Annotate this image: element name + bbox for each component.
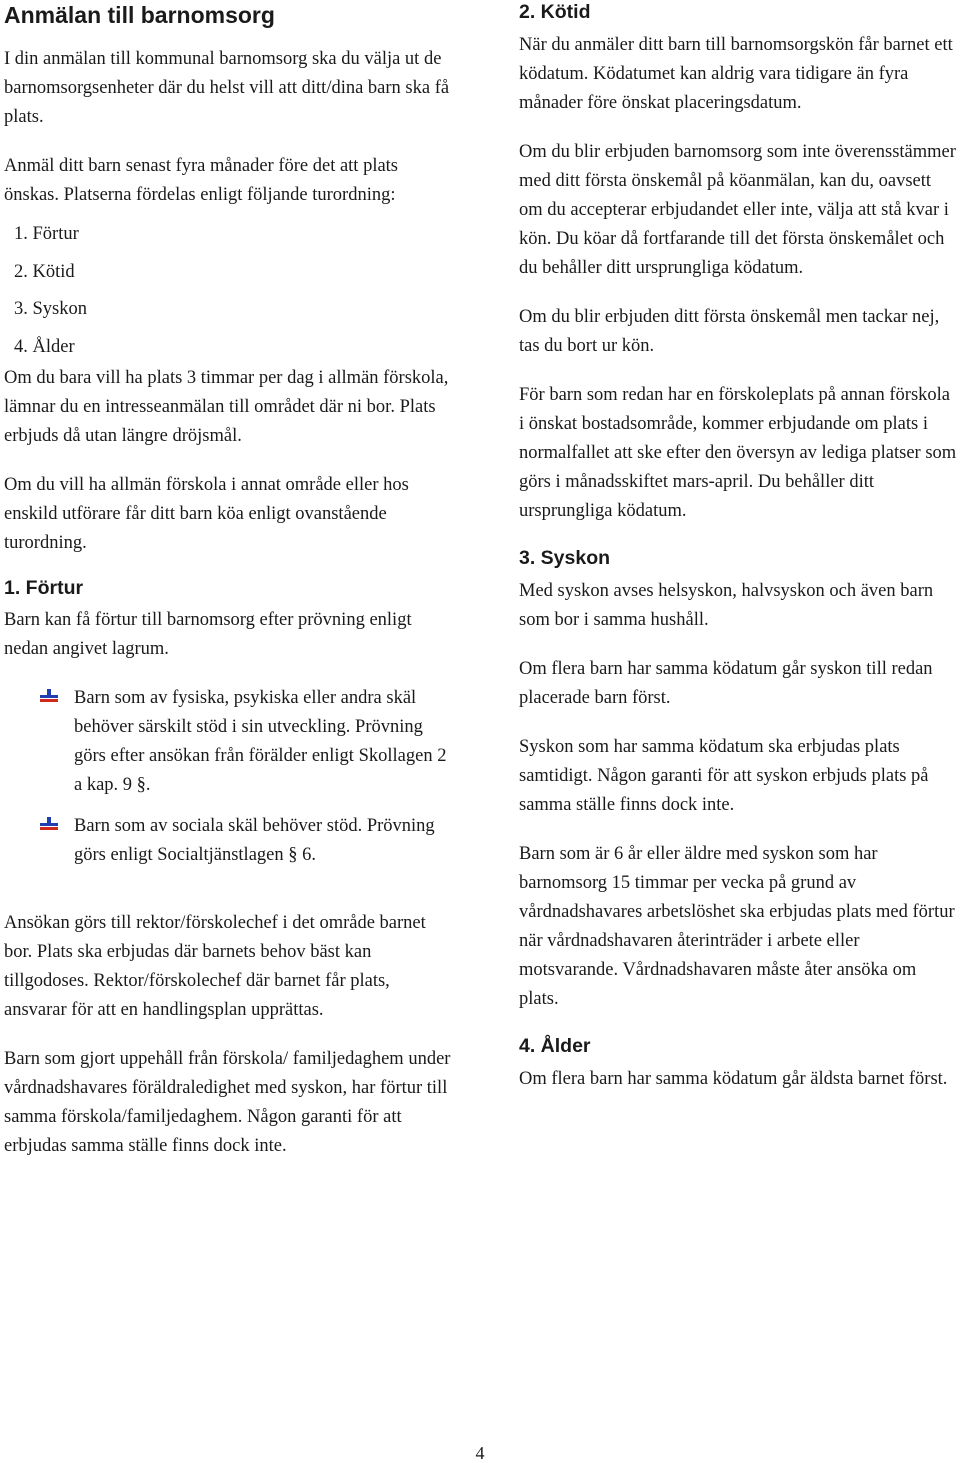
page-title: Anmälan till barnomsorg xyxy=(4,2,275,28)
other-area-paragraph: Om du vill ha allmän förskola i annat område eller hos enskild utförare får ditt barn köa enligt ovanstående turordning. xyxy=(4,475,409,553)
criteria-text: Barn som av sociala skäl behöver stöd. Prövning görs enligt Socialtjänstlagen § 6. xyxy=(74,816,435,865)
syskon-paragraph-2: Om flera barn har samma ködatum går syskon till redan placerade barn först. xyxy=(519,659,933,708)
kotid-paragraph-3: Om du blir erbjuden ditt första önskemål men tackar nej, tas du bort ur kön. xyxy=(519,307,940,356)
left-column xyxy=(4,0,454,1161)
list-item xyxy=(4,812,454,870)
bullet-arrow-icon xyxy=(40,817,58,831)
three-hours-paragraph: Om du bara vill ha plats 3 timmar per dag i allmän förskola, lämnar du en intresseanmälan till området där ni bor. Plats erbjuds då utan längre dröjsmål. xyxy=(4,368,449,446)
list-item: 1. Förtur xyxy=(14,224,79,244)
syskon-paragraph-4: Barn som är 6 år eller äldre med syskon som har barnomsorg 15 timmar per vecka på grund av vårdnadshavares arbetslöshet ska erbjudas plats med förtur när vårdnadshavaren återinträder i arbete eller motsvarande. Vårdnadshavaren måste åter ansöka om plats. xyxy=(519,844,955,1009)
kotid-paragraph-1: När du anmäler ditt barn till barnomsorgskön får barnet ett ködatum. Ködatumet kan aldrig vara tidigare än fyra månader före önskat placeringsdatum. xyxy=(519,35,953,113)
page-number: 4 xyxy=(475,1443,485,1463)
bullet-arrow-icon xyxy=(40,689,58,703)
section-heading-syskon: 3. Syskon xyxy=(519,547,611,569)
turordning-list xyxy=(4,216,454,366)
section-heading-fortur: 1. Förtur xyxy=(4,577,84,599)
section-heading-alder: 4. Ålder xyxy=(519,1035,591,1057)
criteria-list xyxy=(4,684,454,870)
list-item: 4. Ålder xyxy=(14,336,75,357)
kotid-paragraph-4: För barn som redan har en förskoleplats på annan förskola i önskat bostadsområde, kommer erbjudande om plats i normalfallet att ske efter den översyn av lediga platser som görs i månadsskiftet mars-april. Du behåller ditt ursprungliga ködatum. xyxy=(519,385,957,521)
list-item xyxy=(4,684,454,800)
intro-paragraph-1: I din anmälan till kommunal barnomsorg ska du välja ut de barnomsorgsenheter där du helst vill att ditt/dina barn ska få plats. xyxy=(4,49,450,127)
criteria-text: Barn som av fysiska, psykiska eller andra skäl behöver särskilt stöd i sin utveckling. Prövning görs efter ansökan från förälder enligt Skollagen 2 a kap. 9 §. xyxy=(74,688,447,795)
alder-paragraph-1: Om flera barn har samma ködatum går äldsta barnet först. xyxy=(519,1069,948,1089)
fortur-paragraph: Barn kan få förtur till barnomsorg efter prövning enligt nedan angivet lagrum. xyxy=(4,610,412,659)
section-heading-kotid: 2. Kötid xyxy=(519,1,591,23)
list-item: 3. Syskon xyxy=(14,299,87,319)
kotid-paragraph-2: Om du blir erbjuden barnomsorg som inte överensstämmer med ditt första önskemål på köanmälan, kan du, oavsett om du accepterar erbjudandet eller inte, välja att stå kvar i kön. Du köar då fortfarande till det första önskemålet och du behåller ditt ursprungliga ködatum. xyxy=(519,142,956,278)
syskon-paragraph-3: Syskon som har samma ködatum ska erbjudas plats samtidigt. Någon garanti för att syskon erbjuds plats på samma ställe finns dock inte. xyxy=(519,737,929,815)
syskon-paragraph-1: Med syskon avses helsyskon, halvsyskon och även barn som bor i samma hushåll. xyxy=(519,581,934,630)
parental-leave-paragraph: Barn som gjort uppehåll från förskola/ familjedaghem under vårdnadshavares föräldraledighet med syskon, har förtur till samma förskola/familjedaghem. Någon garanti för att erbjudas samma ställe finns dock inte. xyxy=(4,1049,451,1156)
right-column xyxy=(519,0,959,1094)
intro-paragraph-2: Anmäl ditt barn senast fyra månader före det att plats önskas. Platserna fördelas enligt följande turordning: xyxy=(4,156,399,205)
list-item: 2. Kötid xyxy=(14,261,75,282)
application-paragraph: Ansökan görs till rektor/förskolechef i det område barnet bor. Plats ska erbjudas där barnets behov bäst kan tillgodoses. Rektor/förskolechef där barnet får plats, ansvarar för att en handlingsplan upprättas. xyxy=(4,913,426,1020)
